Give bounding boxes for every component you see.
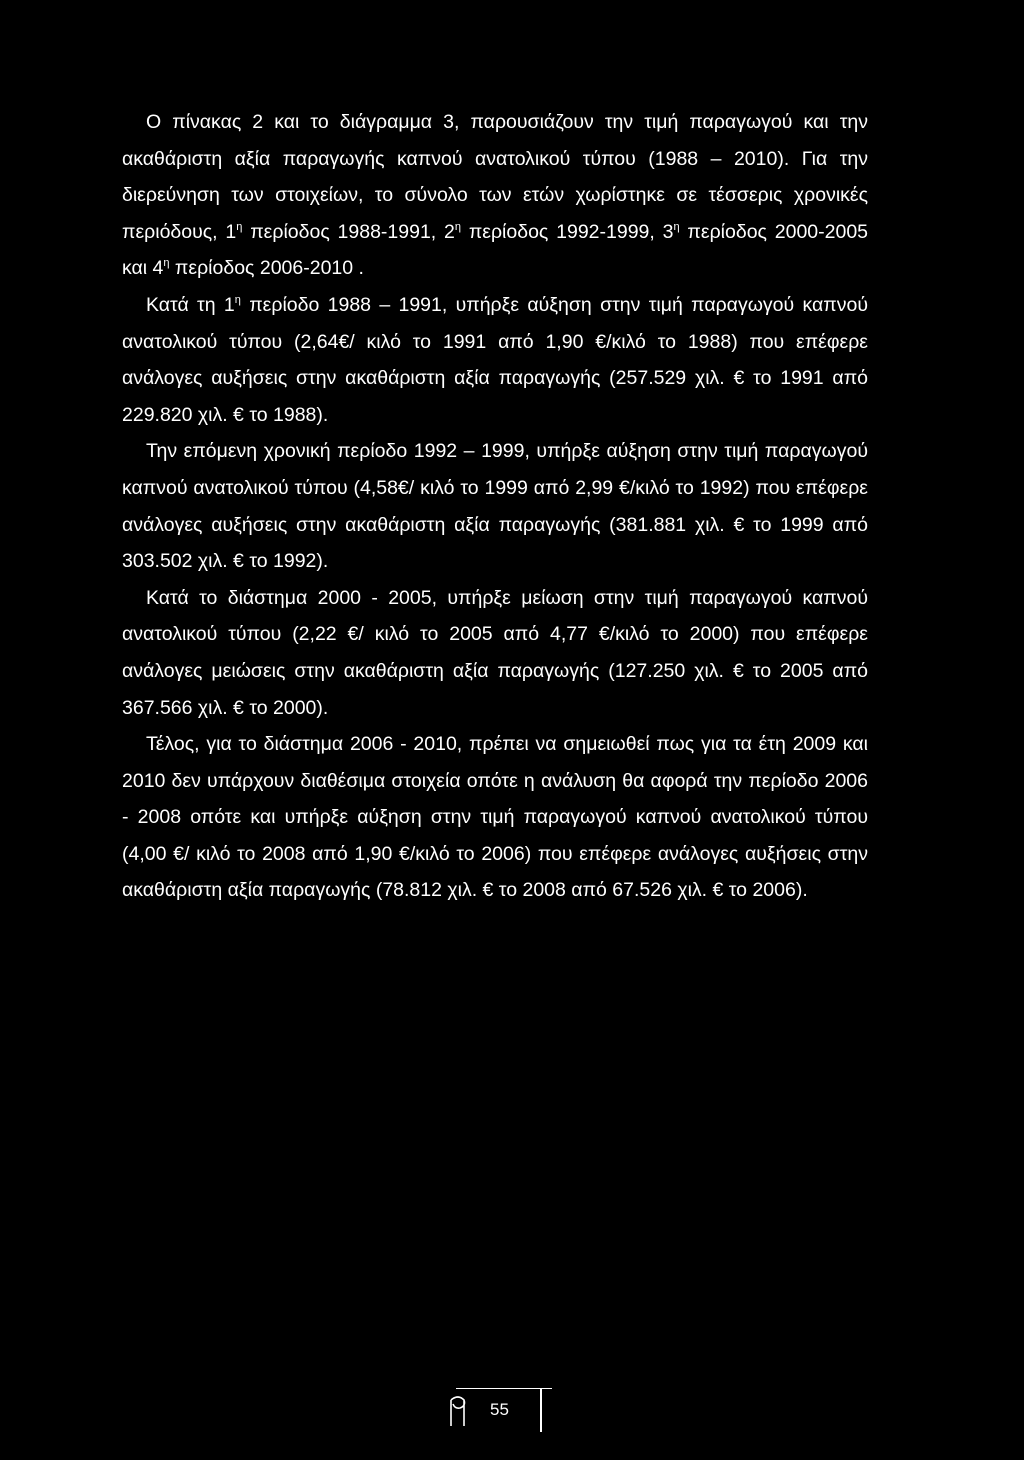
paragraph-intro-text-5: περίοδος 2006-2010 . xyxy=(169,257,364,280)
paragraph-period-2: Την επόμενη χρονική περίοδο 1992 – 1999, υπήρξε αύξηση στην τιμή παραγωγού καπνού ανατολικού τύπου (4,58€/ κιλό το 1999 από 2,99 €/κιλό το 1992) που επέφερε ανάλογες αυξήσεις στην ακαθάριστη αξία παραγωγής (381.881 χιλ. € το 1999 από 303.502 χιλ. € το 1992). xyxy=(122,440,868,573)
paragraph-period-3: Κατά το διάστημα 2000 - 2005, υπήρξε μείωση στην τιμή παραγωγού καπνού ανατολικού τύπου (2,22 €/ κιλό το 2005 από 4,77 €/κιλό το 2000) που επέφερε ανάλογες μειώσεις στην ακαθάριστη αξία παραγωγής (127.250 χιλ. € το 2005 από 367.566 χιλ. € το 2000). xyxy=(122,586,868,719)
ordinal-superscript: η xyxy=(673,220,680,233)
paragraph-intro-text-4: περίοδος 2000-2005 και 4 xyxy=(122,220,869,280)
paragraph-intro-text-2: περίοδος 1988-1991, 2 xyxy=(242,220,455,243)
paragraph-period-1-text-2: περίοδο 1988 – 1991, υπήρξε αύξηση στην τιμή παραγωγού καπνού ανατολικού τύπου (2,64€/ κιλό το 1991 από 1,90 €/κιλό το 1988) που επέφερε ανάλογες αυξήσεις στην ακαθάριστη αξία παραγωγής (257.529 χιλ. € το 1991 από 229.820 χιλ. € το 1988). xyxy=(122,293,868,426)
paragraph-period-4: Τέλος, για το διάστημα 2006 - 2010, πρέπει να σημειωθεί πως για τα έτη 2009 και 2010 δεν υπάρχουν διαθέσιμα στοιχεία οπότε η ανάλυση θα αφορά την περίοδο 2006 - 2008 οπότε και υπήρξε αύξηση στην τιμή παραγωγού καπνού ανατολικού τύπου (4,00 €/ κιλό το 2008 από 1,90 €/κιλό το 2006) που επέφερε ανάλογες αυξήσεις στην ακαθάριστη αξία παραγωγής (78.812 χιλ. € το 2008 από 67.526 χιλ. € το 2006). xyxy=(122,733,868,902)
paragraph-intro-text-1: Ο πίνακας 2 και το διάγραμμα 3, παρουσιάζουν την τιμή παραγωγού και την ακαθάριστη αξία παραγωγής καπνού ανατολικού τύπου (1988 – 2010). Για την διερεύνηση των στοιχείων, το σύνολο των ετών χωρίστηκε σε τέσσερις χρονικές περιόδους, 1 xyxy=(122,111,868,243)
page-footer xyxy=(448,1388,556,1432)
paragraph-period-1-text-1: Κατά τη 1 xyxy=(146,293,235,316)
paragraph-intro xyxy=(122,104,868,287)
paragraph-intro-text-3: περίοδος 1992-1999, 3 xyxy=(461,220,674,243)
ordinal-superscript: η xyxy=(454,220,461,233)
footer-divider xyxy=(540,1388,542,1432)
institution-logo-icon xyxy=(448,1392,468,1428)
ordinal-superscript: η xyxy=(234,293,241,306)
document-body xyxy=(122,104,868,909)
paragraph-period-1 xyxy=(122,287,868,433)
ordinal-superscript: η xyxy=(163,257,170,270)
footer-rule xyxy=(456,1388,552,1389)
ordinal-superscript: η xyxy=(236,220,243,233)
page-number: 55 xyxy=(490,1400,509,1419)
